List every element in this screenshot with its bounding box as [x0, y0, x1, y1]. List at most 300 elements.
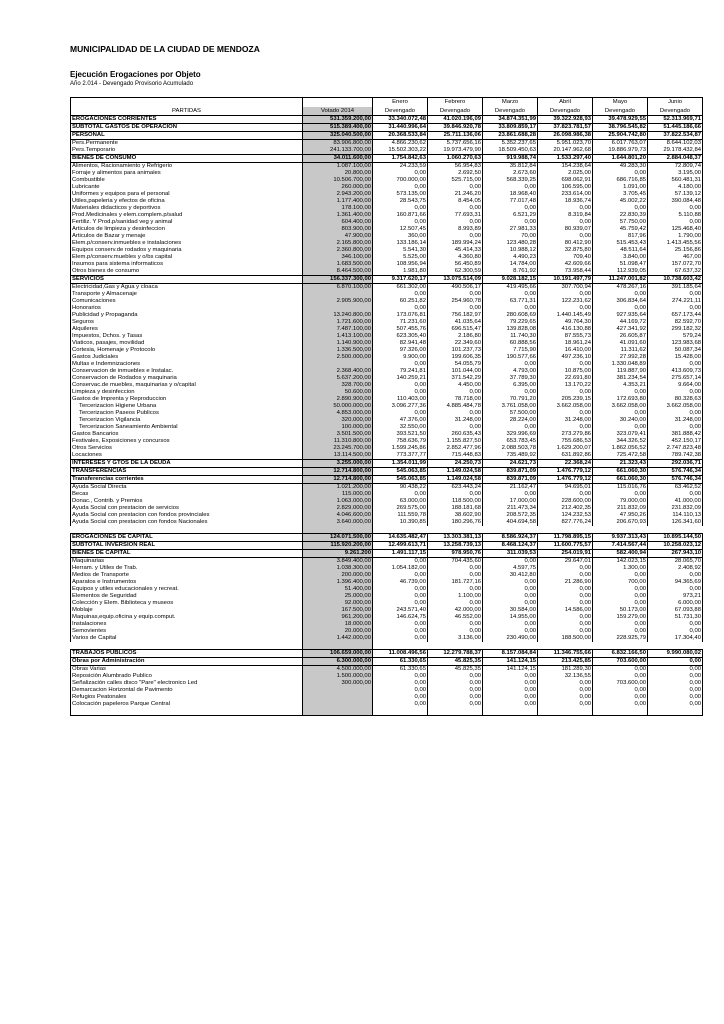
devengado-cell: 2.852.477,96	[428, 445, 483, 452]
devengado-cell: 0,00	[648, 666, 703, 674]
devengado-cell	[483, 526, 538, 534]
votado-cell: 7.487.100,00	[303, 326, 373, 333]
devengado-cell: 416.130,88	[538, 326, 593, 333]
votado-cell: 10.506.700,00	[303, 177, 373, 184]
table-row	[71, 140, 703, 148]
row-label: Gastos de Imprenta y Reproduccion	[71, 396, 303, 403]
devengado-cell: 125.468,40	[648, 226, 703, 233]
devengado-cell: 140.259,21	[373, 375, 428, 382]
votado-cell: 1.721.600,00	[303, 319, 373, 326]
devengado-cell: 579,24	[648, 333, 703, 340]
votado-cell: 3.640.000,00	[303, 519, 373, 526]
devengado-cell: 32.136,55	[538, 673, 593, 680]
devengado-cell: 490.506,17	[428, 284, 483, 292]
devengado-cell: 25.904.742,80	[593, 132, 648, 140]
devengado-cell: 0,00	[538, 680, 593, 687]
devengado-cell: 452.150,17	[648, 438, 703, 445]
votado-cell: 34.011.600,00	[303, 155, 373, 163]
devengado-cell: 0,00	[538, 621, 593, 628]
row-label: Seguros	[71, 319, 303, 326]
row-label: Viaticos, pasajes, movilidad	[71, 340, 303, 347]
devengado-cell: 507.455,76	[373, 326, 428, 333]
devengado-cell: 275.657,14	[648, 375, 703, 382]
devengado-cell: 3.662.058,00	[593, 403, 648, 410]
table-row	[71, 240, 703, 247]
devengado-cell: 393.521,50	[373, 431, 428, 438]
devengado-cell: 0,00	[538, 291, 593, 298]
devengado-cell: 79.229,65	[483, 319, 538, 326]
devengado-cell: 0,00	[538, 233, 593, 240]
row-label: Conservacion de Rodados y maquinaria	[71, 375, 303, 382]
devengado-cell: 1.091,00	[593, 184, 648, 191]
table-row	[71, 361, 703, 368]
table-row	[71, 424, 703, 431]
row-label: Lubricante	[71, 184, 303, 191]
devengado-cell: 12.499.613,71	[373, 542, 428, 550]
devengado-cell: 0,00	[593, 621, 648, 628]
devengado-cell: 17.304,40	[648, 635, 703, 642]
row-label: Locaciones	[71, 452, 303, 460]
row-label: Limpieza y desinfeccion	[71, 389, 303, 396]
votado-cell: 1.063.000,00	[303, 498, 373, 505]
votado-cell	[303, 305, 373, 312]
row-label: Transporte y Almacenaje	[71, 291, 303, 298]
table-row	[71, 254, 703, 261]
devengado-cell: 0,00	[428, 628, 483, 635]
devengado-cell: 0,00	[538, 600, 593, 607]
row-label: Ayuda Social con prestacion de servicios	[71, 505, 303, 512]
row-label: Ayuda Social con prestacion con fondos provinciales	[71, 512, 303, 519]
devengado-cell: 71.231,60	[373, 319, 428, 326]
votado-cell: 4.046.600,00	[303, 512, 373, 519]
month-header: Enero	[373, 98, 428, 108]
votado-cell: 51.400,00	[303, 586, 373, 593]
devengado-cell: 87.555,73	[538, 333, 593, 340]
devengado-header: Devengado	[593, 107, 648, 116]
devengado-header: Devengado	[538, 107, 593, 116]
devengado-cell: 213.425,85	[538, 658, 593, 666]
devengado-cell: 0,00	[428, 694, 483, 701]
devengado-cell: 48.511,64	[593, 247, 648, 254]
table-row	[71, 687, 703, 694]
devengado-cell: 0,00	[428, 586, 483, 593]
devengado-cell: 839.871,09	[483, 476, 538, 484]
table-row	[71, 635, 703, 642]
header-partidas-blank	[71, 98, 303, 108]
row-label: Elem.p/conserv.muebles y o/bs capital	[71, 254, 303, 261]
devengado-cell: 0,00	[428, 219, 483, 226]
devengado-cell: 525.715,00	[428, 177, 483, 184]
row-label: Obras Varias	[71, 666, 303, 674]
devengado-cell: 14.586,00	[538, 607, 593, 614]
devengado-cell: 78.718,00	[428, 396, 483, 403]
devengado-cell: 0,00	[538, 687, 593, 694]
table-row	[71, 614, 703, 621]
devengado-cell: 0,00	[428, 680, 483, 687]
devengado-cell: 0,00	[648, 219, 703, 226]
devengado-cell: 390.084,48	[648, 198, 703, 205]
votado-cell: 1.500.000,00	[303, 673, 373, 680]
devengado-cell: 0,00	[593, 389, 648, 396]
votado-cell: 1.021.200,00	[303, 484, 373, 492]
devengado-cell: 80.939,07	[538, 226, 593, 233]
devengado-cell: 26.098.986,38	[538, 132, 593, 140]
table-row	[71, 170, 703, 177]
devengado-cell: 5.737.656,16	[428, 140, 483, 148]
devengado-cell: 108.956,94	[373, 261, 428, 268]
devengado-cell: 0,00	[428, 701, 483, 708]
devengado-cell	[373, 526, 428, 534]
devengado-cell: 28.543,75	[373, 198, 428, 205]
devengado-cell: 188.181,68	[428, 505, 483, 512]
row-label: Obras por Administración	[71, 658, 303, 666]
devengado-cell: 973,21	[648, 593, 703, 600]
devengado-cell: 208.572,35	[483, 512, 538, 519]
devengado-cell: 52.313.969,71	[648, 116, 703, 124]
devengado-cell	[428, 642, 483, 650]
devengado-cell: 3.096.277,36	[373, 403, 428, 410]
table-row	[71, 565, 703, 572]
devengado-cell: 25.156,86	[648, 247, 703, 254]
devengado-cell: 206.670,93	[593, 519, 648, 526]
devengado-cell: 77.017,48	[483, 198, 538, 205]
table-row	[71, 124, 703, 132]
votado-cell: 100.000,00	[303, 424, 373, 431]
devengado-cell: 0,00	[538, 586, 593, 593]
devengado-cell: 2.088.503,78	[483, 445, 538, 452]
devengado-cell: 1.754.842,63	[373, 155, 428, 163]
devengado-cell: 14.784,00	[483, 261, 538, 268]
devengado-cell: 0,00	[373, 205, 428, 212]
devengado-cell: 172.693,80	[593, 396, 648, 403]
devengado-cell: 8.468.124,37	[483, 542, 538, 550]
row-label: Tercerizacion Paseos Publicos	[71, 410, 303, 417]
devengado-cell: 755.686,53	[538, 438, 593, 445]
votado-cell: 1.140.900,00	[303, 340, 373, 347]
devengado-cell: 37.789,30	[483, 375, 538, 382]
devengado-cell: 50.087,34	[648, 347, 703, 354]
devengado-cell: 0,00	[373, 382, 428, 389]
devengado-cell: 978.950,76	[428, 550, 483, 558]
devengado-cell: 0,00	[483, 184, 538, 191]
devengado-cell: 31.248,00	[428, 417, 483, 424]
devengado-cell: 12.279.788,37	[428, 650, 483, 658]
table-row	[71, 305, 703, 312]
devengado-cell: 0,00	[428, 184, 483, 191]
devengado-cell: 21.246,20	[428, 191, 483, 198]
row-label: Tercerizacion Higiene Urbana	[71, 403, 303, 410]
devengado-cell: 124.232,53	[538, 512, 593, 519]
table-row	[71, 298, 703, 305]
devengado-cell: 576.746,34	[648, 468, 703, 476]
devengado-cell	[538, 642, 593, 650]
votado-cell: 2.500.000,00	[303, 354, 373, 361]
devengado-header: Devengado	[373, 107, 428, 116]
devengado-cell: 14.955,00	[483, 614, 538, 621]
devengado-cell: 0,00	[538, 614, 593, 621]
votado-cell: 6.300.000,00	[303, 658, 373, 666]
devengado-cell: 427.341,92	[593, 326, 648, 333]
devengado-cell: 623.305,40	[373, 333, 428, 340]
devengado-cell: 15.428,00	[648, 354, 703, 361]
row-label: Pers.Temporario	[71, 147, 303, 155]
devengado-cell: 3.840,00	[593, 254, 648, 261]
devengado-cell: 94.365,69	[648, 579, 703, 586]
devengado-cell: 344.326,52	[593, 438, 648, 445]
devengado-cell: 560.481,31	[648, 177, 703, 184]
table-row	[71, 198, 703, 205]
table-row	[71, 375, 703, 382]
devengado-cell: 0,00	[373, 184, 428, 191]
devengado-cell: 0,00	[483, 389, 538, 396]
devengado-cell: 6.832.166,50	[593, 650, 648, 658]
devengado-cell: 0,00	[538, 424, 593, 431]
devengado-cell	[593, 708, 648, 716]
devengado-cell: 280.608,69	[483, 312, 538, 319]
devengado-cell: 211.832,09	[593, 505, 648, 512]
row-label: Elementos de Seguridad	[71, 593, 303, 600]
devengado-cell: 0,00	[648, 687, 703, 694]
devengado-cell: 110.403,00	[373, 396, 428, 403]
devengado-cell: 0,00	[428, 233, 483, 240]
document-title: MUNICIPALIDAD DE LA CIUDAD DE MENDOZA	[70, 44, 260, 54]
row-label: Equipos y utiles educacionales y recreat.	[71, 586, 303, 593]
table-row	[71, 519, 703, 526]
devengado-cell: 1.862.056,52	[593, 445, 648, 452]
devengado-cell: 0,00	[593, 170, 648, 177]
row-label: Moblaje	[71, 607, 303, 614]
table-row	[71, 593, 703, 600]
devengado-cell: 190.577,66	[483, 354, 538, 361]
devengado-cell: 11.247.001,82	[593, 276, 648, 284]
row-label: Publicidad y Propaganda	[71, 312, 303, 319]
devengado-cell: 5.352.237,65	[483, 140, 538, 148]
row-label: Tercerizacion Vigilancia	[71, 417, 303, 424]
devengado-cell: 515.453,43	[593, 240, 648, 247]
table-row	[71, 658, 703, 666]
row-label: Multas e Indemnizaciones	[71, 361, 303, 368]
devengado-cell: 1.300,00	[593, 565, 648, 572]
votado-cell: 2.890.900,00	[303, 396, 373, 403]
table-row	[71, 701, 703, 708]
devengado-cell: 0,00	[538, 410, 593, 417]
row-label: Utiles,papeleria y efectos de oficina	[71, 198, 303, 205]
row-label: Conservac.de muebles, maquinarias y o/capital	[71, 382, 303, 389]
votado-cell: 11.310.800,00	[303, 438, 373, 445]
devengado-cell: 0,00	[648, 628, 703, 635]
votado-cell: 106.659.000,00	[303, 650, 373, 658]
devengado-cell: 269.575,00	[373, 505, 428, 512]
votado-cell: 3.501.500,00	[303, 431, 373, 438]
devengado-cell: 467,00	[648, 254, 703, 261]
devengado-cell: 61.330,65	[373, 658, 428, 666]
devengado-cell: 0,00	[593, 628, 648, 635]
votado-cell: 1.361.400,00	[303, 212, 373, 219]
devengado-cell: 28.065,70	[648, 558, 703, 566]
devengado-cell: 16.410,00	[538, 347, 593, 354]
row-label: INTERESES Y GTOS DE LA DEUDA	[71, 460, 303, 468]
votado-cell: 5.637.200,00	[303, 375, 373, 382]
devengado-cell: 9.990.080,02	[648, 650, 703, 658]
devengado-cell: 0,00	[538, 628, 593, 635]
votado-cell: 13.240.800,00	[303, 312, 373, 319]
devengado-cell: 0,00	[483, 491, 538, 498]
devengado-cell: 0,00	[483, 621, 538, 628]
devengado-cell: 6.395,00	[483, 382, 538, 389]
devengado-cell: 38.796.545,82	[593, 124, 648, 132]
devengado-cell: 0,00	[373, 694, 428, 701]
row-label: Instalaciones	[71, 621, 303, 628]
devengado-cell: 199.606,35	[428, 354, 483, 361]
devengado-cell: 0,00	[648, 389, 703, 396]
devengado-cell: 0,00	[648, 361, 703, 368]
devengado-cell: 188.500,00	[538, 635, 593, 642]
devengado-cell: 0,00	[373, 170, 428, 177]
devengado-cell: 57.139,12	[648, 191, 703, 198]
devengado-cell: 62.300,59	[428, 268, 483, 276]
votado-cell: 1.336.500,00	[303, 347, 373, 354]
devengado-cell: 3.705,45	[593, 191, 648, 198]
devengado-cell: 15.502.303,22	[373, 147, 428, 155]
devengado-cell: 26.605,87	[593, 333, 648, 340]
devengado-cell: 2.673,60	[483, 170, 538, 177]
row-label: Prod.Medicinales y elem.complem.p/salud	[71, 212, 303, 219]
devengado-cell: 582.400,94	[593, 550, 648, 558]
devengado-cell: 21.286,90	[538, 579, 593, 586]
devengado-cell: 700.000,00	[373, 177, 428, 184]
row-label: Varios de Capital	[71, 635, 303, 642]
votado-cell: 300.000,00	[303, 680, 373, 687]
devengado-cell: 57.500,00	[483, 410, 538, 417]
votado-cell: 803.900,00	[303, 226, 373, 233]
devengado-cell: 0,00	[373, 621, 428, 628]
votado-cell: 604.400,00	[303, 219, 373, 226]
table-row	[71, 438, 703, 445]
row-label: Becas	[71, 491, 303, 498]
devengado-cell: 919.988,74	[483, 155, 538, 163]
table-row	[71, 132, 703, 140]
row-label: SUBTOTAL GASTOS DE OPERACION	[71, 124, 303, 132]
devengado-cell: 0,00	[648, 680, 703, 687]
table-row	[71, 312, 703, 319]
devengado-cell: 45.414,33	[428, 247, 483, 254]
devengado-cell: 4.450,00	[428, 382, 483, 389]
devengado-cell: 0,00	[538, 565, 593, 572]
votado-cell: 1.177.400,00	[303, 198, 373, 205]
devengado-cell: 7.715,90	[483, 347, 538, 354]
devengado-cell: 212.402,35	[538, 505, 593, 512]
table-row	[71, 628, 703, 635]
row-label: Electricidad,Gas y Agua y cloaca	[71, 284, 303, 292]
row-label: Festivales, Exposiciones y concursos	[71, 438, 303, 445]
devengado-cell: 49.764,30	[538, 319, 593, 326]
devengado-cell: 122.231,62	[538, 298, 593, 305]
devengado-cell: 31.248,00	[648, 417, 703, 424]
devengado-cell: 0,00	[648, 701, 703, 708]
devengado-cell: 24.250,73	[428, 460, 483, 468]
devengado-cell	[593, 642, 648, 650]
devengado-cell: 60.888,56	[483, 340, 538, 347]
votado-cell: 167.500,00	[303, 607, 373, 614]
votado-cell: 2.943.200,00	[303, 191, 373, 198]
table-row	[71, 600, 703, 607]
devengado-cell: 94.695,01	[538, 484, 593, 492]
row-label: Maquinarias	[71, 558, 303, 566]
row-label: Colocación papeleros Parque Central	[71, 701, 303, 708]
devengado-cell: 696.515,47	[428, 326, 483, 333]
devengado-cell: 8.157.084,84	[483, 650, 538, 658]
row-label: EROGACIONES CORRIENTES	[71, 116, 303, 124]
devengado-cell: 0,00	[483, 558, 538, 566]
row-label: Otros Servicios	[71, 445, 303, 452]
row-label	[71, 526, 303, 534]
devengado-cell: 70.791,20	[483, 396, 538, 403]
row-label: Donac., Contrib. y Premios	[71, 498, 303, 505]
devengado-cell: 0,00	[428, 572, 483, 579]
devengado-cell: 758.636,79	[373, 438, 428, 445]
devengado-cell: 1.060.270,63	[428, 155, 483, 163]
devengado-cell: 1.629.200,07	[538, 445, 593, 452]
devengado-cell: 0,00	[373, 600, 428, 607]
table-row	[71, 261, 703, 268]
row-label: TRANSFERENCIAS	[71, 468, 303, 476]
devengado-cell: 1.149.024,58	[428, 476, 483, 484]
devengado-cell: 1.599.245,86	[373, 445, 428, 452]
devengado-cell: 371.542,29	[428, 375, 483, 382]
devengado-cell: 0,00	[538, 593, 593, 600]
row-label: Otros bienes de consumo	[71, 268, 303, 276]
row-label: SUBTOTAL INVERSION REAL	[71, 542, 303, 550]
table-row	[71, 247, 703, 254]
devengado-cell: 123.983,68	[648, 340, 703, 347]
devengado-cell: 0,00	[648, 424, 703, 431]
devengado-cell: 6.017.763,07	[593, 140, 648, 148]
votado-cell: 1.087.100,00	[303, 163, 373, 171]
devengado-cell: 0,00	[483, 291, 538, 298]
devengado-cell: 0,00	[593, 701, 648, 708]
devengado-cell: 35.812,84	[483, 163, 538, 171]
table-row	[71, 347, 703, 354]
devengado-cell: 18.509.450,63	[483, 147, 538, 155]
devengado-cell: 18.961,24	[538, 340, 593, 347]
table-row	[71, 333, 703, 340]
devengado-cell: 3.662.058,00	[538, 403, 593, 410]
partidas-header: PARTIDAS	[71, 107, 303, 116]
devengado-cell: 623.443,24	[428, 484, 483, 492]
devengado-cell: 67.093,88	[648, 607, 703, 614]
devengado-cell: 0,00	[648, 410, 703, 417]
devengado-cell: 8.644.102,03	[648, 140, 703, 148]
devengado-cell: 173.076,81	[373, 312, 428, 319]
devengado-cell: 0,00	[428, 205, 483, 212]
devengado-cell: 141.124,15	[483, 658, 538, 666]
devengado-cell: 360,00	[373, 233, 428, 240]
devengado-cell: 46.739,00	[373, 579, 428, 586]
devengado-cell: 3.136,00	[428, 635, 483, 642]
row-label: Alimentos, Racionamiento y Refrigerio	[71, 163, 303, 171]
devengado-cell: 11.600.775,57	[538, 542, 593, 550]
devengado-cell: 0,00	[373, 680, 428, 687]
table-row	[71, 666, 703, 674]
devengado-cell: 10.988,12	[483, 247, 538, 254]
devengado-cell: 0,00	[373, 410, 428, 417]
row-label: PERSONAL	[71, 132, 303, 140]
devengado-cell: 133.186,14	[373, 240, 428, 247]
devengado-cell: 0,00	[483, 424, 538, 431]
votado-cell: 4.853.000,00	[303, 410, 373, 417]
devengado-cell: 54.055,79	[428, 361, 483, 368]
row-label: Fertiliz. Y Prod.p/sanidad veg y animal	[71, 219, 303, 226]
